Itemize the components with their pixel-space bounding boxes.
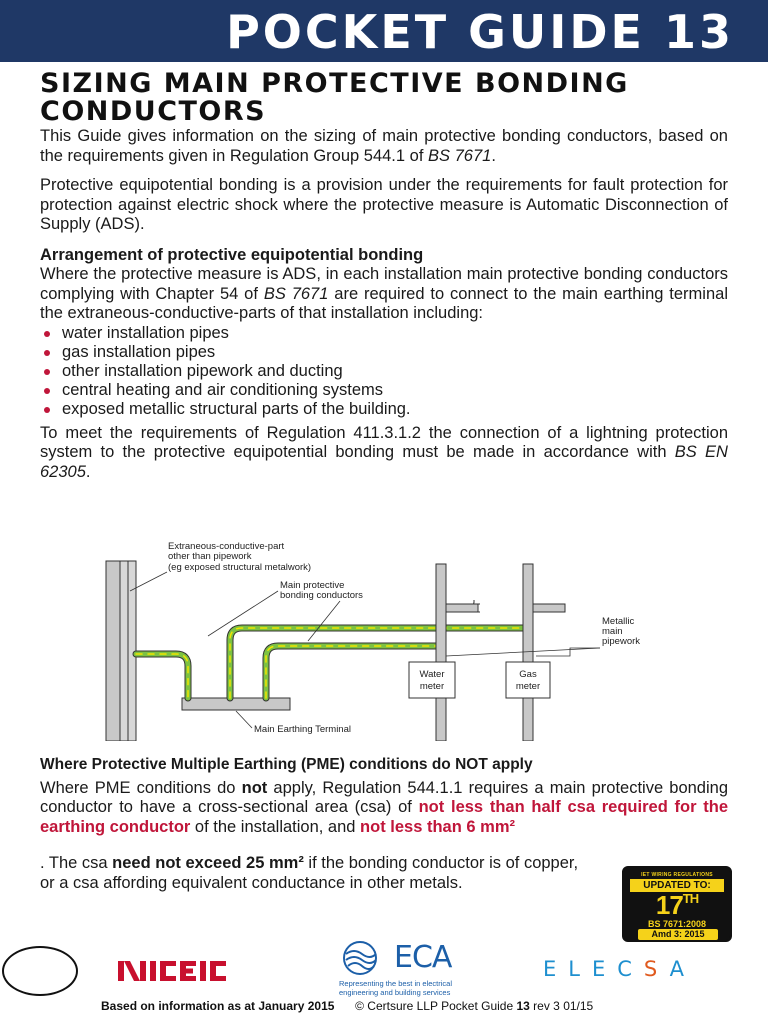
regulations-badge xyxy=(622,866,732,942)
water-meter-label: meter xyxy=(419,681,445,692)
leader-line xyxy=(236,711,252,728)
label-extraneous-part: Extraneous-conductive-part xyxy=(168,541,285,552)
pme-section xyxy=(40,755,728,837)
eca-wave-icon xyxy=(336,940,390,976)
logo-strip xyxy=(0,940,768,995)
label-metallic-pipework: Metallic xyxy=(602,616,635,627)
label-metallic-pipework: pipework xyxy=(602,636,641,647)
elecsa-logo: ELECSA xyxy=(543,957,697,981)
hole-punch-outline xyxy=(2,946,78,996)
arrangement-heading: Arrangement of protective equipotential bonding xyxy=(40,245,424,264)
bonding-list xyxy=(40,324,728,419)
bonding-diagram xyxy=(100,536,670,741)
badge-caption: IET WIRING REGULATIONS xyxy=(641,872,713,878)
leader-line xyxy=(536,648,600,656)
footer-date: Based on information as at January 2015 xyxy=(101,999,335,1013)
intro-paragraph-2: Protective equipotential bonding is a provision under the requirements for fault protection for protection against electric shock where the protective measure is Automatic Disconnection of Supply (ADS). xyxy=(40,176,728,233)
badge-edition: 17TH xyxy=(655,890,699,920)
bullet-icon xyxy=(44,407,50,413)
list-item: exposed metallic structural parts of the building. xyxy=(40,400,728,419)
pme-continuation xyxy=(40,854,588,893)
gas-pipe xyxy=(523,564,565,741)
badge-standard: BS 7671:2008 xyxy=(647,919,707,929)
guide-title: POCKET GUIDE 13 xyxy=(226,5,734,59)
gas-meter-label: meter xyxy=(515,681,541,692)
intro-section xyxy=(40,127,728,482)
footer-copyright: © Certsure LLP Pocket Guide 13 rev 3 01/15 xyxy=(355,999,594,1013)
bullet-icon xyxy=(44,388,50,394)
bullet-icon xyxy=(44,369,50,375)
eca-tagline: Representing the best in electrical engineering and building services xyxy=(339,979,452,997)
water-meter-label: Water xyxy=(419,669,445,680)
main-earthing-terminal xyxy=(182,698,290,710)
water-meter xyxy=(409,662,455,698)
pme-heading: Where Protective Multiple Earthing (PME) conditions do NOT apply xyxy=(40,756,533,773)
eca-logo xyxy=(336,940,452,997)
label-extraneous-part: other than pipework xyxy=(168,551,252,562)
list-item: water installation pipes xyxy=(40,324,728,343)
label-bonding-conductors: Main protective xyxy=(280,580,345,591)
niceic-logo xyxy=(118,958,240,984)
page-title: SIZING MAIN PROTECTIVE BONDING CONDUCTORS xyxy=(40,68,629,127)
water-pipe xyxy=(436,564,480,741)
bonding-conductors xyxy=(136,628,528,698)
footer xyxy=(101,999,741,1013)
label-bonding-conductors: bonding conductors xyxy=(280,590,363,601)
header-banner xyxy=(0,0,768,62)
list-item: gas installation pipes xyxy=(40,343,728,362)
label-extraneous-part: (eg exposed structural metalwork) xyxy=(168,562,312,573)
bullet-icon xyxy=(44,350,50,356)
intro-paragraph-1: This Guide gives information on the sizing of main protective bonding conductors, based on the requirements given in Regulation Group 544.1 of BS 7671. xyxy=(40,127,728,165)
eca-name: ECA xyxy=(394,940,452,975)
leader-line xyxy=(308,601,340,641)
gas-meter xyxy=(506,662,550,698)
pme-paragraph-1: Where PME conditions do not apply, Regulation 544.1.1 requires a main protective bonding conductor to have a cross-sectional area (csa) of not less than half csa required for the earthing conductor of the installation, and not less than 6 mm² xyxy=(40,778,729,836)
list-item: other installation pipework and ducting xyxy=(40,362,728,381)
gas-meter-label: Gas xyxy=(519,669,537,680)
structural-beam xyxy=(106,561,120,741)
lightning-paragraph: To meet the requirements of Regulation 411.3.1.2 the connection of a lightning protection system to the protective equipotential bonding must be made in accordance with BS EN 62305. xyxy=(40,423,728,481)
bullet-icon xyxy=(44,331,50,337)
badge-amendment: Amd 3: 2015 xyxy=(638,929,718,940)
label-main-earthing-terminal: Main Earthing Terminal xyxy=(254,724,351,735)
pme-paragraph-2: . The csa need not exceed 25 mm² if the bonding conductor is of copper, or a csa affording equivalent conductance in other metals. xyxy=(40,854,579,892)
arrangement-paragraph: Where the protective measure is ADS, in each installation main protective bonding conductors complying with Chapter 54 of BS 7671 are required to connect to the main earthing terminal the extraneous-conductive-parts of that installation including: xyxy=(40,265,728,322)
badge-updated: UPDATED TO: xyxy=(630,879,724,892)
label-metallic-pipework: main xyxy=(602,626,623,637)
list-item: central heating and air conditioning systems xyxy=(40,381,728,400)
